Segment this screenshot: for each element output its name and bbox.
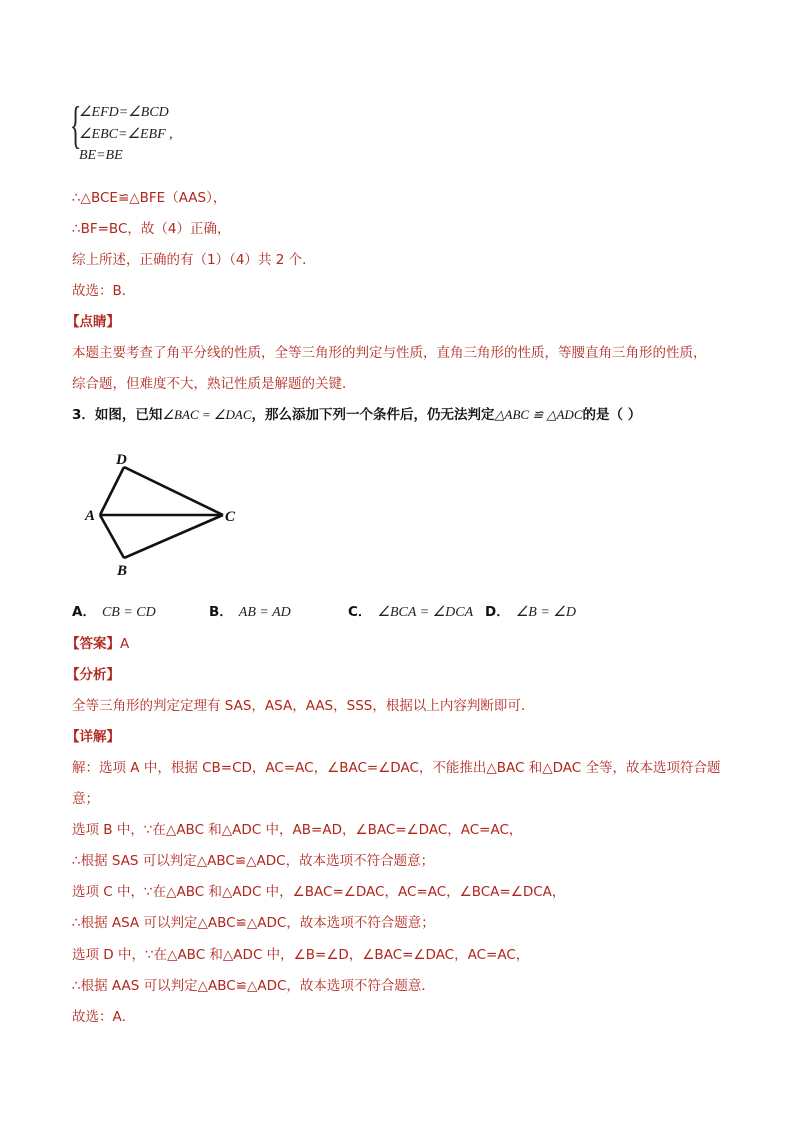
vertex-label-a: A: [85, 508, 96, 524]
question-text-a: 如图，已知: [94, 407, 163, 423]
detail-line-7: ∴根据 AAS 可以判定△ABC≌△ADC，故本选项不符合题意．: [72, 978, 435, 994]
system-brace: {: [70, 97, 82, 154]
option-a-text: CB = CD: [101, 605, 156, 620]
question-given: ∠BAC = ∠DAC: [162, 407, 252, 422]
congruence-statement: ∴△BCE≌△BFE（AAS），: [72, 190, 227, 206]
option-d-text: ∠B = ∠D: [515, 605, 576, 620]
option-d[interactable]: [485, 600, 576, 621]
system-line-3: BE=BE: [79, 148, 123, 163]
answer-header: 【答案】: [66, 636, 120, 652]
segment-dc: [124, 467, 223, 515]
question-number: 3．: [72, 407, 95, 423]
detail-line-3: ∴根据 SAS 可以判定△ABC≌△ADC，故本选项不符合题意；: [72, 853, 435, 869]
answer-value: A: [120, 636, 130, 652]
analysis-text: 全等三角形的判定定理有 SAS，ASA，AAS，SSS，根据以上内容判断即可．: [72, 698, 535, 714]
comment-line-2: 综合题，但难度不大，熟记性质是解题的关键．: [72, 376, 356, 392]
option-c-text: ∠BCA = ∠DCA: [377, 605, 474, 620]
question-target: △ABC ≌ △ADC: [494, 407, 583, 422]
option-d-label: D．: [485, 604, 510, 620]
vertex-label-d: D: [116, 452, 127, 468]
triangle-figure: [80, 448, 250, 582]
choice-statement: 故选：B．: [72, 283, 136, 299]
system-line-2-comma: ,: [169, 127, 173, 142]
question-3: [72, 403, 641, 423]
bf-bc-statement: ∴BF=BC，故（4）正确，: [72, 221, 231, 237]
detail-line-1b: 意；: [72, 791, 99, 807]
comment-line-1: 本题主要考查了角平分线的性质，全等三角形的判定与性质，直角三角形的性质，等腰直角三角形的性质，: [72, 345, 707, 361]
answer-line: [66, 632, 129, 652]
comment-header: 【点睛】: [66, 314, 120, 330]
detail-line-8: 故选：A．: [72, 1009, 136, 1025]
detail-line-5: ∴根据 ASA 可以判定△ABC≌△ADC，故本选项不符合题意；: [72, 915, 435, 931]
option-a[interactable]: [72, 600, 156, 621]
vertex-label-c: C: [225, 509, 236, 525]
segment-ab: [100, 515, 124, 558]
option-b[interactable]: [209, 600, 291, 621]
detail-line-6: 选项 D 中，∵在△ABC 和△ADC 中，∠B=∠D，∠BAC=∠DAC，AC=AC，: [72, 947, 530, 963]
summary-statement: 综上所述，正确的有（1）（4）共 2 个．: [72, 252, 316, 268]
question-text-b: ，那么添加下列一个条件后，仍无法判定: [251, 407, 495, 423]
system-line-2: [79, 126, 173, 143]
detail-line-1: 解：选项 A 中，根据 CB=CD，AC=AC，∠BAC=∠DAC，不能推出△BAC 和△DAC 全等，故本选项符合题: [72, 760, 721, 776]
option-a-label: A．: [72, 604, 96, 620]
system-line-1: ∠EFD=∠BCD: [79, 105, 169, 120]
system-line-2-eq: ∠EBC=∠EBF: [79, 127, 166, 142]
segment-bc: [124, 515, 223, 558]
question-text-c: 的是（ ）: [582, 407, 642, 423]
option-b-text: AB = AD: [238, 605, 291, 620]
option-b-label: B．: [209, 604, 233, 620]
vertex-label-b: B: [117, 563, 128, 579]
segment-ad: [100, 467, 124, 515]
detail-header: 【详解】: [66, 729, 120, 745]
analysis-header: 【分析】: [66, 667, 120, 683]
detail-line-4: 选项 C 中，∵在△ABC 和△ADC 中，∠BAC=∠DAC，AC=AC，∠BCA=∠DCA，: [72, 884, 566, 900]
option-c[interactable]: [348, 600, 473, 621]
detail-line-2: 选项 B 中，∵在△ABC 和△ADC 中，AB=AD，∠BAC=∠DAC，AC=AC，: [72, 822, 523, 838]
option-c-label: C．: [348, 604, 372, 620]
